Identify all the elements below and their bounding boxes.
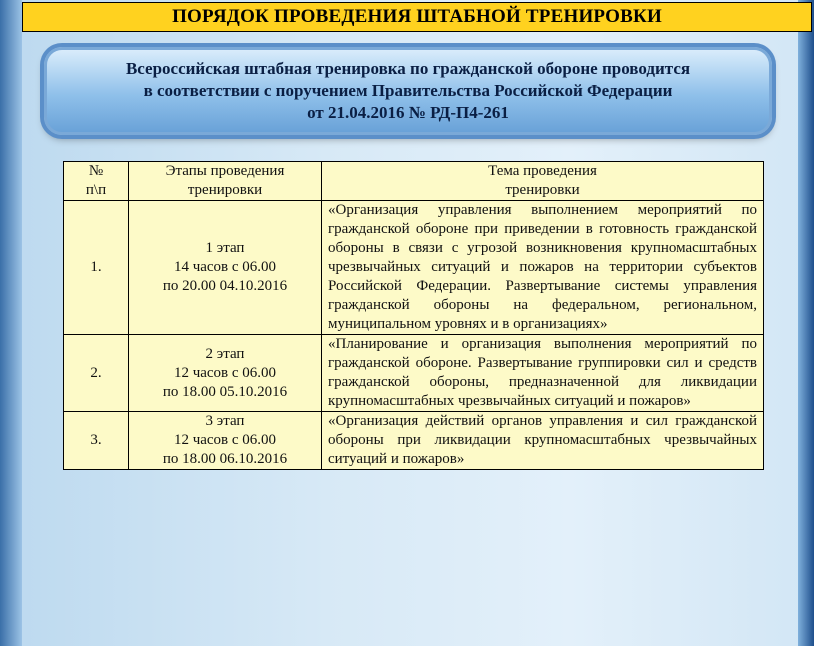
stage-cell [129,412,322,470]
left-edge-decoration [0,0,22,646]
header-theme [322,162,764,201]
header-theme-line-2: тренировки [505,182,580,198]
theme-cell: «Планирование и организация выполнения мероприятий по гражданской обороне. Развертывание группировки сил и средств гражданской обороны, предназначенной для ликвидации крупномасштабных чрезвычайных ситуаций и пожаров» [322,335,764,412]
row-number: 1. [64,201,129,335]
theme-cell: «Организация действий органов управления и сил гражданской обороны при ликвидации крупномасштабных чрезвычайных ситуаций и пожаров» [322,412,764,470]
info-banner [44,47,772,135]
table-row [64,412,764,470]
table-header-row [64,162,764,201]
stage-until: по 20.00 04.10.2016 [162,278,288,294]
table-row [64,201,764,335]
stages-table [63,161,764,470]
stage-hours: 14 часов с 06.00 [173,259,277,275]
header-stages-line-2: тренировки [187,182,263,198]
stage-title: 3 этап [205,413,245,429]
row-number: 3. [64,412,129,470]
stage-hours: 12 часов с 06.00 [173,432,277,448]
row-number: 2. [64,335,129,412]
header-number-line-1: № [88,163,104,179]
stage-title: 1 этап [205,240,245,256]
right-edge-decoration [798,0,814,646]
stage-until: по 18.00 05.10.2016 [162,383,288,400]
banner-line-2: в соответствии с поручением Правительства Российской Федерации [143,81,673,100]
stage-until: по 18.00 06.10.2016 [162,451,288,467]
page-title: ПОРЯДОК ПРОВЕДЕНИЯ ШТАБНОЙ ТРЕНИРОВКИ [22,2,812,32]
header-theme-line-1: Тема проведения [488,163,597,179]
stage-cell [129,201,322,335]
banner-line-3: от 21.04.2016 № РД-П4-261 [307,103,509,122]
banner-text [126,58,690,124]
header-stages [129,162,322,201]
stage-hours: 12 часов с 06.00 [173,364,277,381]
banner-line-1: Всероссийская штабная тренировка по гражданской обороне проводится [125,59,691,78]
stage-title: 2 этап [205,345,245,362]
header-stages-line-1: Этапы проведения [165,163,285,179]
header-number-line-2: п\п [85,182,107,198]
stage-cell [129,335,322,412]
table-row [64,335,764,412]
theme-cell: «Организация управления выполнением мероприятий по гражданской обороне при приведении в готовность гражданской обороны в связи с угрозой возникновения крупномасштабных чрезвычайных ситуаций и пожаров на территории субъектов Российской Федерации. Развертывание системы управления гражданской обороны на федеральном, региональном, муниципальном уровнях и в организациях» [322,201,764,335]
header-number [64,162,129,201]
